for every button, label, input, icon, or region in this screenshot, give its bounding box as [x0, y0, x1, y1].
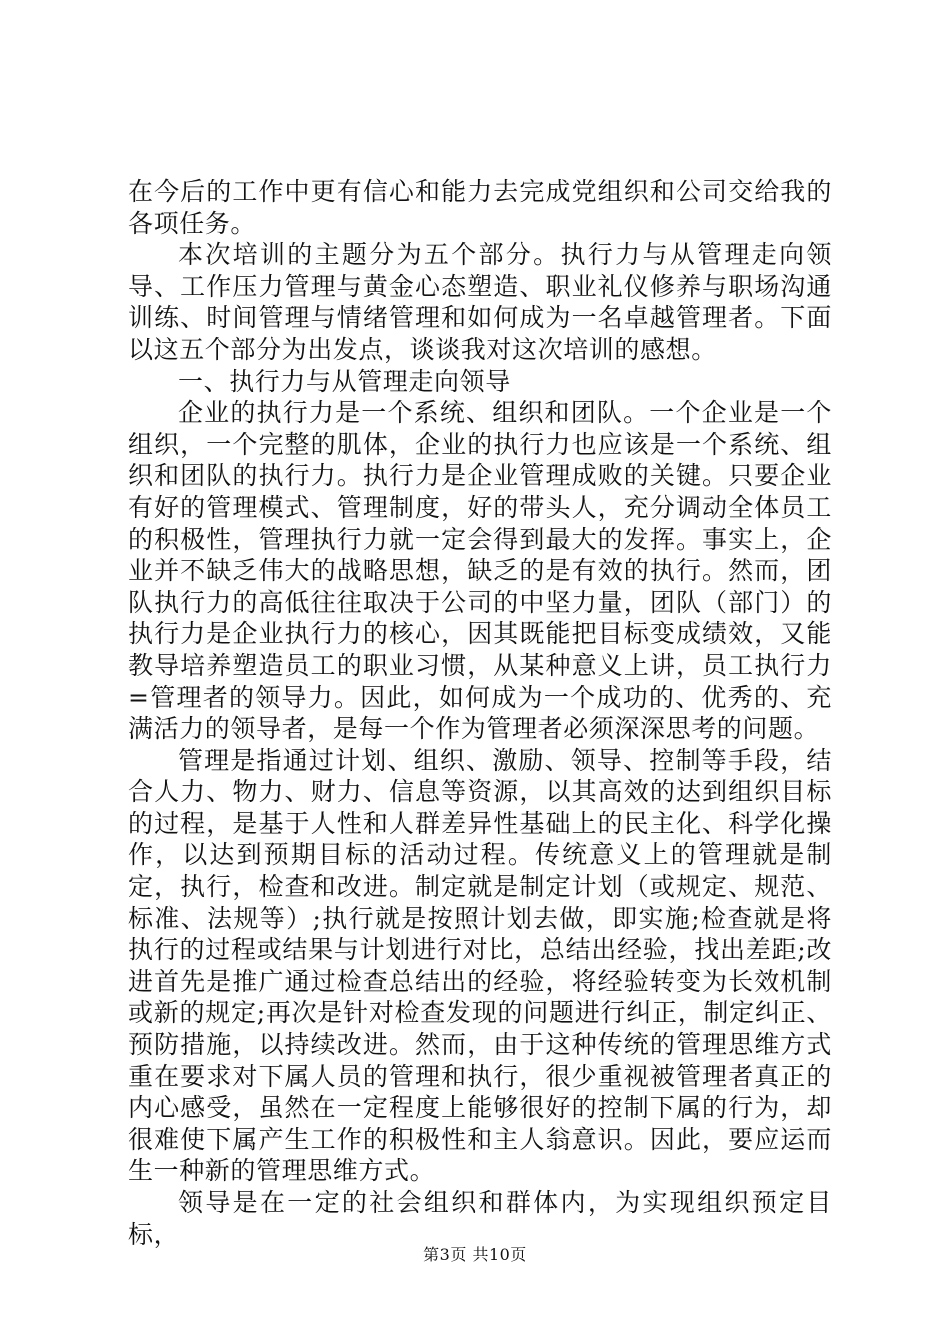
paragraph-continuation: 在今后的工作中更有信心和能力去完成党组织和公司交给我的各项任务。	[128, 177, 832, 238]
paragraph-leadership: 领导是在一定的社会组织和群体内，为实现组织预定目标，	[128, 1188, 832, 1249]
paragraph-execution: 企业的执行力是一个系统、组织和团队。一个企业是一个组织，一个完整的肌体，企业的执行力也应该是一个系统、组织和团队的执行力。执行力是企业管理成败的关键。只要企业有好的管理模式、管理制度，好的带头人，充分调动全体员工的积极性，管理执行力就一定会得到最大的发挥。事实上，企业并不缺乏伟大的战略思想，缺乏的是有效的执行。然而，团队执行力的高低往往取决于公司的中坚力量，团队（部门）的执行力是企业执行力的核心，因其既能把目标变成绩效，又能教导培养塑造员工的职业习惯，从某种意义上讲，员工执行力=管理者的领导力。因此，如何成为一个成功的、优秀的、充满活力的领导者，是每一个作为管理者必须深深思考的问题。	[128, 398, 832, 744]
section-heading-execution: 一、执行力与从管理走向领导	[178, 366, 511, 396]
page-number-footer: 第3页 共10页	[423, 1245, 527, 1264]
paragraph-training-topics: 本次培训的主题分为五个部分。执行力与从管理走向领导、工作压力管理与黄金心态塑造、职业礼仪修养与职场沟通训练、时间管理与情绪管理和如何成为一名卓越管理者。下面以这五个部分为出发点，谈谈我对这次培训的感想。	[128, 240, 832, 364]
paragraph-management: 管理是指通过计划、组织、激励、领导、控制等手段，结合人力、物力、财力、信息等资源，以其高效的达到组织目标的过程，是基于人性和人群差异性基础上的民主化、科学化操作，以达到预期目标的活动过程。传统意义上的管理就是制定，执行，检查和改进。制定就是制定计划（或规定、规范、标准、法规等）;执行就是按照计划去做，即实施;检查就是将执行的过程或结果与计划进行对比，总结出经验，找出差距;改进首先是推广通过检查总结出的经验，将经验转变为长效机制或新的规定;再次是针对检查发现的问题进行纠正，制定纠正、预防措施，以持续改进。然而，由于这种传统的管理思维方式重在要求对下属人员的管理和执行，很少重视被管理者真正的内心感受，虽然在一定程度上能够很好的控制下属的行为，却很难使下属产生工作的积极性和主人翁意识。因此，要应运而生一种新的管理思维方式。	[128, 745, 832, 1186]
document-body	[128, 176, 832, 1250]
